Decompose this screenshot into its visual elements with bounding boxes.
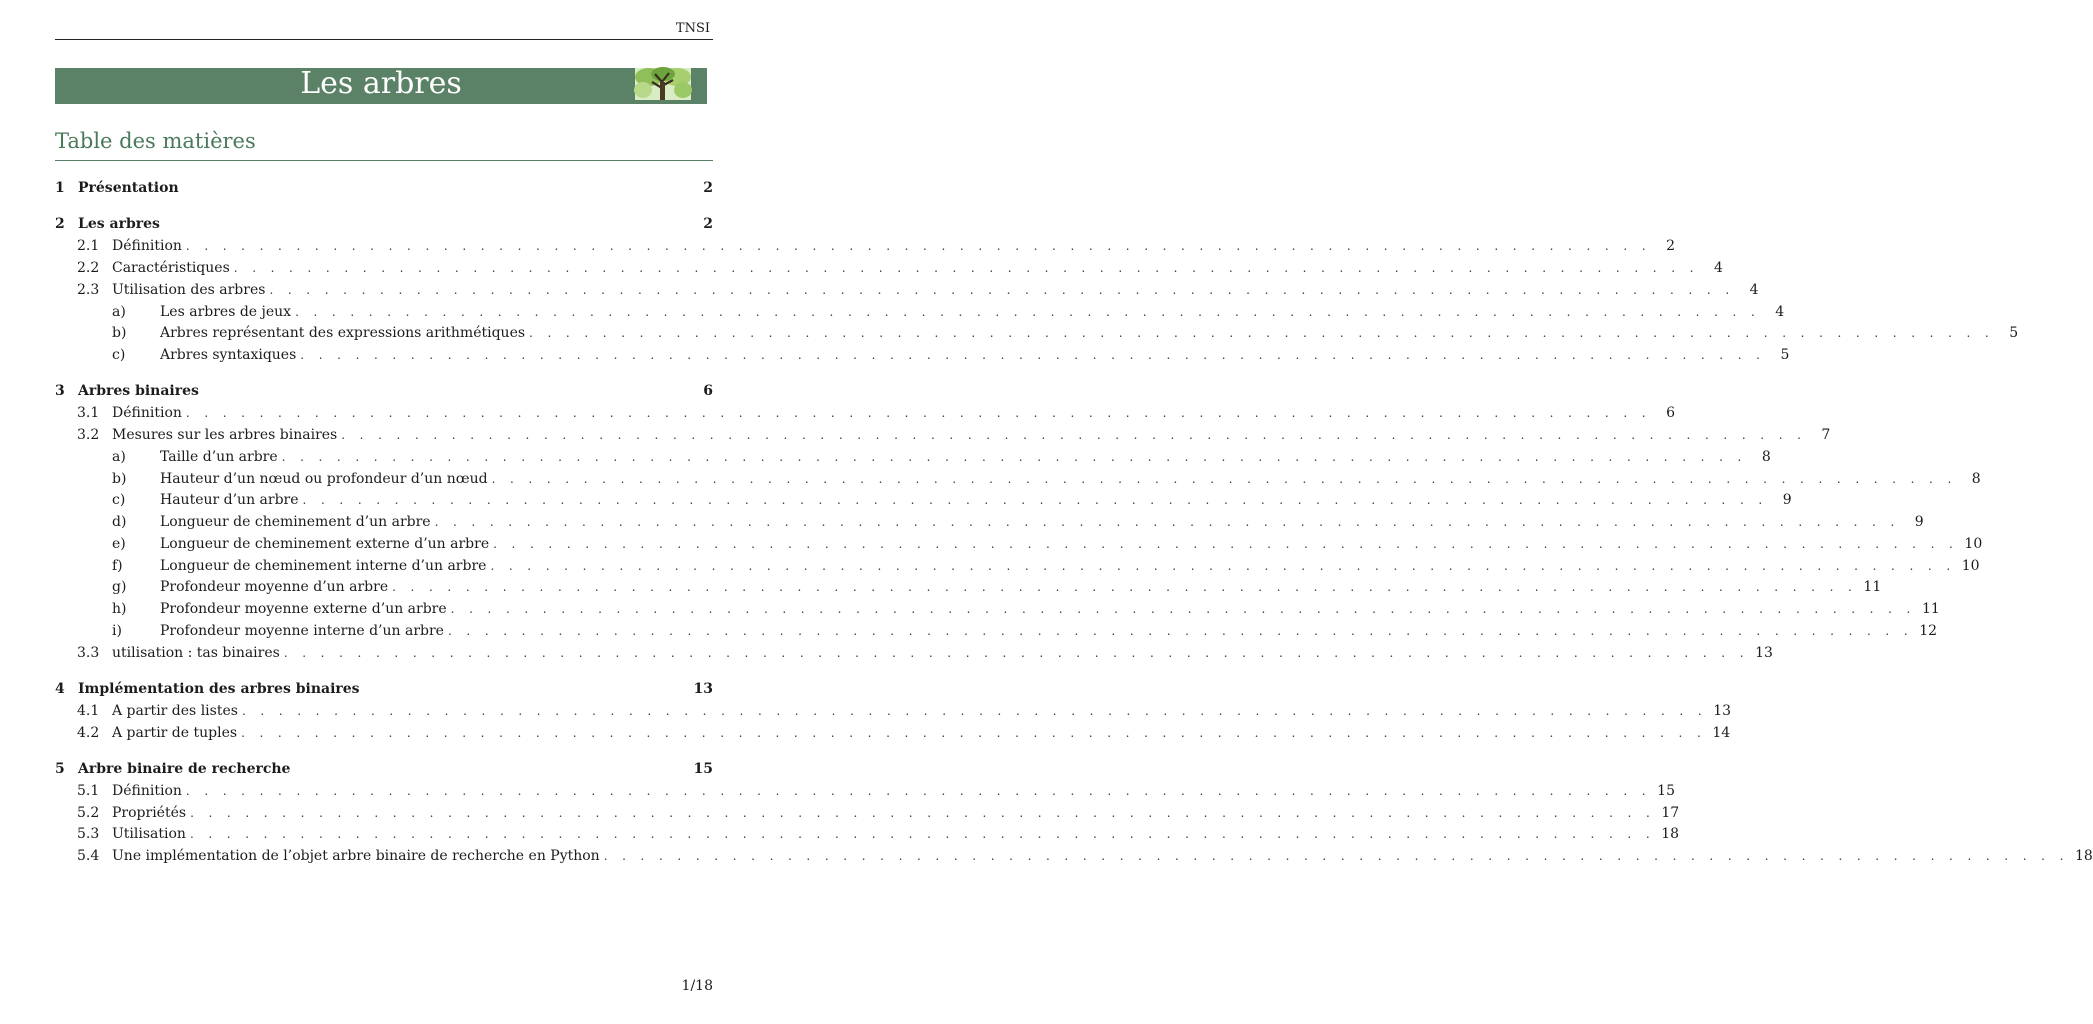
toc-entry-label: Utilisation des arbres: [112, 282, 269, 298]
toc-entry-page: 6: [703, 383, 713, 399]
toc-dot-leader: . . . . . . . . . . . . . . . . . . . . . . . . . . . . . . . . . . . . . . . . . . . . . . . . . . . . . . . . . . . . . . . . . . . . . . . . . . . . . . . .: [241, 726, 1707, 740]
toc-heading: Table des matières: [55, 129, 256, 153]
toc-entry-label: A partir des listes: [112, 703, 242, 719]
toc-entry-number: 3.1: [77, 405, 100, 421]
toc-dot-leader: . . . . . . . . . . . . . . . . . . . . . . . . . . . . . . . . . . . . . . . . . . . . . . . . . . . . . . . . . . . . . . . . . . . . . . . . . . . . . . . .: [281, 450, 1747, 464]
toc-entry-number: c): [112, 492, 126, 508]
toc-entry[interactable]: [55, 725, 1731, 745]
toc-entry-label: Arbres binaires: [78, 383, 203, 399]
toc-entry-label: Utilisation: [112, 826, 190, 842]
toc-entry-page: 5: [2009, 325, 2019, 341]
toc-entry[interactable]: [55, 471, 1981, 491]
toc-entry-label: Longueur de cheminement externe d’un arbre: [160, 536, 493, 552]
toc-entry-label: Taille d’un arbre: [160, 449, 282, 465]
toc-entry-page: 18: [1661, 826, 1680, 842]
toc-entry[interactable]: [55, 449, 1771, 469]
toc-dot-leader: . . . . . . . . . . . . . . . . . . . . . . . . . . . . . . . . . . . . . . . . . . . . . . . . . . . . . . . . . . . . . . . . . . . . . . . . . . . . . . . .: [295, 305, 1761, 319]
toc-dot-leader: . . . . . . . . . . . . . . . . . . . . . . . . . . . . . . . . . . . . . . . . . . . . . . . . . . . . . . . . . . . . . . . . . . . . . . . . . . . . . . . .: [447, 624, 1914, 638]
toc-dot-leader: . . . . . . . . . . . . . . . . . . . . . . . . . . . . . . . . . . . . . . . . . . . . . . . . . . . . . . . . . . . . . . . . . . . . . . . . . . . . . . . .: [434, 515, 1900, 529]
toc-entry-number: d): [112, 514, 127, 530]
toc-entry[interactable]: [55, 427, 1831, 447]
toc-entry-label: Longueur de cheminement interne d’un arbre: [160, 558, 490, 574]
toc-entry-label: Présentation: [78, 180, 183, 196]
toc-entry-number: a): [112, 304, 126, 320]
toc-entry-page: 8: [1761, 449, 1771, 465]
toc-entry-label: Profondeur moyenne externe d’un arbre: [160, 601, 451, 617]
toc-entry-label: Une implémentation de l’objet arbre binaire de recherche en Python: [112, 848, 604, 864]
toc-entry[interactable]: [55, 703, 1732, 723]
header-tag: TNSI: [675, 21, 710, 36]
toc-entry-label: Arbre binaire de recherche: [78, 761, 294, 777]
toc-entry-label: Profondeur moyenne interne d’un arbre: [160, 623, 448, 639]
toc-entry-label: Implémentation des arbres binaires: [78, 681, 364, 697]
toc-entry[interactable]: [55, 645, 1773, 665]
toc-entry-number: c): [112, 347, 126, 363]
toc-entry-page: 4: [1775, 304, 1785, 320]
toc-entry-number: 2.3: [77, 282, 100, 298]
toc-entry-label: Les arbres de jeux: [160, 304, 295, 320]
toc-entry-label: Définition: [112, 405, 186, 421]
toc-entry-number: 4.1: [77, 703, 100, 719]
toc-entry-label: Propriétés: [112, 805, 190, 821]
toc-dot-leader: . . . . . . . . . . . . . . . . . . . . . . . . . . . . . . . . . . . . . . . . . . . . . . . . . . . . . . . . . . . . . . . . . . . . . . . . . . . . . . . .: [493, 537, 1959, 551]
toc-entry-page: 13: [1755, 645, 1773, 661]
toc-entry[interactable]: [55, 405, 1675, 425]
toc-entry-page: 12: [1919, 623, 1938, 639]
toc-entry-number: 5.2: [77, 805, 100, 821]
toc-entry[interactable]: [55, 238, 1675, 258]
toc-entry[interactable]: [55, 180, 713, 200]
toc-entry-page: 13: [693, 681, 713, 697]
toc-dot-leader: . . . . . . . . . . . . . . . . . . . . . . . . . . . . . . . . . . . . . . . . . . . . . . . . . . . . . . . . . . . . . . . . . . . . . . . . . . . . . . . .: [450, 602, 1916, 616]
table-of-contents: [55, 0, 2093, 1024]
toc-entry-page: 8: [1971, 471, 1981, 487]
toc-entry[interactable]: [55, 848, 2093, 868]
toc-entry[interactable]: [55, 304, 1785, 324]
toc-entry-number: 4.2: [77, 725, 100, 741]
toc-entry-number: 4: [55, 681, 65, 697]
toc-entry-label: Mesures sur les arbres binaires: [112, 427, 341, 443]
toc-entry[interactable]: [55, 260, 1723, 280]
toc-entry-label: Profondeur moyenne d’un arbre: [160, 579, 392, 595]
toc-entry-page: 7: [1821, 427, 1831, 443]
toc-entry-number: 2.2: [77, 260, 100, 276]
toc-entry-page: 10: [1961, 558, 1980, 574]
toc-entry[interactable]: [55, 681, 713, 701]
toc-entry-label: Les arbres: [78, 216, 164, 232]
toc-entry-page: 4: [1713, 260, 1723, 276]
toc-entry-page: 9: [1782, 492, 1792, 508]
toc-entry-page: 18: [2074, 848, 2093, 864]
toc-dot-leader: . . . . . . . . . . . . . . . . . . . . . . . . . . . . . . . . . . . . . . . . . . . . . . . . . . . . . . . . . . . . . . . . . . . . . . . . . . . . . . . .: [529, 326, 1995, 340]
page-number: 1/18: [681, 978, 713, 994]
toc-dot-leader: . . . . . . . . . . . . . . . . . . . . . . . . . . . . . . . . . . . . . . . . . . . . . . . . . . . . . . . . . . . . . . . . . . . . . . . . . . . . . . . .: [302, 493, 1768, 507]
toc-entry[interactable]: [55, 492, 1792, 512]
toc-entry-page: 2: [703, 216, 713, 232]
toc-entry[interactable]: [55, 805, 1680, 825]
toc-entry-number: f): [112, 558, 123, 574]
toc-entry-number: a): [112, 449, 126, 465]
toc-entry-number: b): [112, 325, 127, 341]
toc-entry-page: 9: [1914, 514, 1924, 530]
toc-entry-page: 14: [1712, 725, 1731, 741]
toc-dot-leader: . . . . . . . . . . . . . . . . . . . . . . . . . . . . . . . . . . . . . . . . . . . . . . . . . . . . . . . . . . . . . . . . . . . . . . . . . . . . . . . .: [341, 428, 1807, 442]
toc-entry[interactable]: [55, 623, 1938, 643]
toc-entry-label: Définition: [112, 783, 186, 799]
toc-entry-label: utilisation : tas binaires: [112, 645, 284, 661]
toc-entry-label: Hauteur d’un nœud ou profondeur d’un nœud: [160, 471, 492, 487]
toc-dot-leader: . . . . . . . . . . . . . . . . . . . . . . . . . . . . . . . . . . . . . . . . . . . . . . . . . . . . . . . . . . . . . . . . . . . . . . . . . . . . . . . .: [189, 827, 1656, 841]
toc-entry[interactable]: [55, 783, 1675, 803]
toc-dot-leader: . . . . . . . . . . . . . . . . . . . . . . . . . . . . . . . . . . . . . . . . . . . . . . . . . . . . . . . . . . . . . . . . . . . . . . . . . . . . . . . .: [300, 348, 1766, 362]
toc-entry-number: g): [112, 579, 127, 595]
toc-entry-page: 15: [1657, 783, 1675, 799]
toc-dot-leader: . . . . . . . . . . . . . . . . . . . . . . . . . . . . . . . . . . . . . . . . . . . . . . . . . . . . . . . . . . . . . . . . . . . . . . . . . . . . . . . .: [185, 406, 1651, 420]
toc-entry-page: 15: [693, 761, 713, 777]
toc-dot-leader: . . . . . . . . . . . . . . . . . . . . . . . . . . . . . . . . . . . . . . . . . . . . . . . . . . . . . . . . . . . . . . . . . . . . . . . . . . . . . . . .: [185, 239, 1651, 253]
toc-dot-leader: . . . . . . . . . . . . . . . . . . . . . . . . . . . . . . . . . . . . . . . . . . . . . . . . . . . . . . . . . . . . . . . . . . . . . . . . . . . . . . . .: [491, 472, 1957, 486]
page-title: Les arbres: [300, 66, 462, 101]
toc-entry-label: Arbres représentant des expressions arithmétiques: [160, 325, 529, 341]
toc-entry-number: 5.4: [77, 848, 100, 864]
toc-entry-number: 5.3: [77, 826, 100, 842]
toc-entry[interactable]: [55, 826, 1680, 846]
toc-dot-leader: . . . . . . . . . . . . . . . . . . . . . . . . . . . . . . . . . . . . . . . . . . . . . . . . . . . . . . . . . . . . . . . . . . . . . . . . . . . . . . . .: [233, 261, 1699, 275]
toc-entry-page: 10: [1964, 536, 1983, 552]
toc-entry-label: Définition: [112, 238, 186, 254]
toc-entry-number: e): [112, 536, 126, 552]
toc-dot-leader: . . . . . . . . . . . . . . . . . . . . . . . . . . . . . . . . . . . . . . . . . . . . . . . . . . . . . . . . . . . . . . . . . . . . . . . . . . . . . . . .: [603, 849, 2069, 863]
toc-entry[interactable]: [55, 383, 713, 403]
toc-entry-number: 5: [55, 761, 65, 777]
toc-entry-number: 3: [55, 383, 65, 399]
toc-entry-number: b): [112, 471, 127, 487]
toc-entry-number: 3.2: [77, 427, 100, 443]
toc-dot-leader: . . . . . . . . . . . . . . . . . . . . . . . . . . . . . . . . . . . . . . . . . . . . . . . . . . . . . . . . . . . . . . . . . . . . . . . . . . . . . . . .: [269, 283, 1735, 297]
toc-entry[interactable]: [55, 536, 1983, 556]
toc-dot-leader: . . . . . . . . . . . . . . . . . . . . . . . . . . . . . . . . . . . . . . . . . . . . . . . . . . . . . . . . . . . . . . . . . . . . . . . . . . . . . . . .: [241, 704, 1708, 718]
toc-entry-label: Hauteur d’un arbre: [160, 492, 303, 508]
toc-entry-number: 2: [55, 216, 65, 232]
toc-entry[interactable]: [55, 282, 1759, 302]
toc-entry-page: 17: [1661, 805, 1680, 821]
toc-entry-page: 11: [1863, 579, 1882, 595]
toc-entry-page: 2: [703, 180, 713, 196]
toc-entry-number: 3.3: [77, 645, 100, 661]
toc-entry-page: 11: [1921, 601, 1940, 617]
toc-entry-number: 5.1: [77, 783, 100, 799]
toc-entry-page: 5: [1780, 347, 1790, 363]
toc-entry-page: 13: [1713, 703, 1732, 719]
toc-entry[interactable]: [55, 761, 713, 781]
toc-entry[interactable]: [55, 514, 1924, 534]
toc-entry-number: 1: [55, 180, 65, 196]
toc-entry-label: Arbres syntaxiques: [160, 347, 300, 363]
toc-entry[interactable]: [55, 216, 713, 236]
toc-dot-leader: . . . . . . . . . . . . . . . . . . . . . . . . . . . . . . . . . . . . . . . . . . . . . . . . . . . . . . . . . . . . . . . . . . . . . . . . . . . . . . . .: [185, 784, 1651, 798]
toc-dot-leader: . . . . . . . . . . . . . . . . . . . . . . . . . . . . . . . . . . . . . . . . . . . . . . . . . . . . . . . . . . . . . . . . . . . . . . . . . . . . . . . .: [190, 806, 1656, 820]
toc-dot-leader: . . . . . . . . . . . . . . . . . . . . . . . . . . . . . . . . . . . . . . . . . . . . . . . . . . . . . . . . . . . . . . . . . . . . . . . . . . . . . . . .: [283, 646, 1749, 660]
toc-entry-number: h): [112, 601, 127, 617]
toc-dot-leader: . . . . . . . . . . . . . . . . . . . . . . . . . . . . . . . . . . . . . . . . . . . . . . . . . . . . . . . . . . . . . . . . . . . . . . . . . . . . . . . .: [490, 559, 1956, 573]
toc-entry[interactable]: [55, 347, 1790, 367]
toc-entry-label: Caractéristiques: [112, 260, 234, 276]
toc-entry[interactable]: [55, 325, 2019, 345]
toc-entry-page: 6: [1666, 405, 1675, 421]
toc-entry-number: 2.1: [77, 238, 100, 254]
toc-dot-leader: . . . . . . . . . . . . . . . . . . . . . . . . . . . . . . . . . . . . . . . . . . . . . . . . . . . . . . . . . . . . . . . . . . . . . . . . . . . . . . . .: [392, 580, 1858, 594]
toc-entry-label: A partir de tuples: [112, 725, 241, 741]
toc-entry-number: i): [112, 623, 122, 639]
toc-entry[interactable]: [55, 579, 1882, 599]
toc-entry-page: 4: [1749, 282, 1759, 298]
toc-entry-page: 2: [1666, 238, 1675, 254]
toc-entry[interactable]: [55, 558, 1980, 578]
toc-entry[interactable]: [55, 601, 1940, 621]
toc-entry-label: Longueur de cheminement d’un arbre: [160, 514, 435, 530]
